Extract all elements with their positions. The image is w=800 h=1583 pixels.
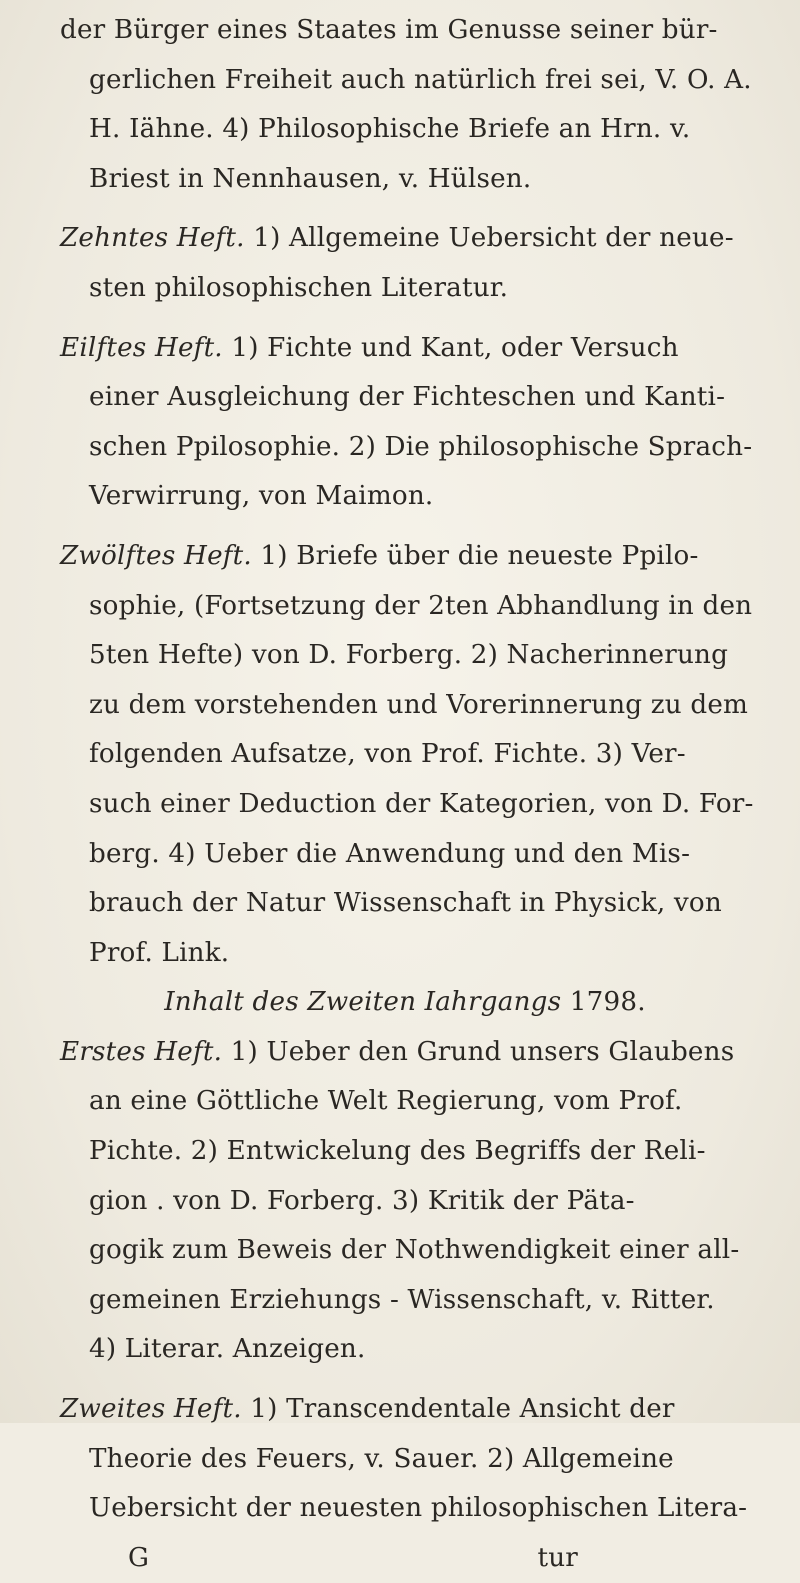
text-line: H. Iähne. 4) Philosophische Briefe an Hrn. v. bbox=[89, 114, 691, 145]
text-line: such einer Deduction der Kategorien, von D. For- bbox=[89, 788, 754, 819]
issue-heading: Erstes Heft. bbox=[60, 1036, 223, 1067]
text-line: Verwirrung, von Maimon. bbox=[89, 481, 434, 512]
text-line: Pichte. 2) Entwickelung des Begriffs der Reli- bbox=[89, 1136, 706, 1167]
text-line: gogik zum Beweis der Nothwendigkeit einer all- bbox=[89, 1235, 740, 1266]
text-line: Theorie des Feuers, v. Sauer. 2) Allgemeine bbox=[89, 1443, 674, 1474]
text-line: 4) Literar. Anzeigen. bbox=[89, 1334, 366, 1365]
entry-zwoelftes-heft: Zwölftes Heft. 1) Briefe über die neueste Ppilo- bbox=[60, 540, 699, 571]
catchword: tur bbox=[537, 1542, 578, 1573]
issue-heading: Zwölftes Heft. bbox=[60, 540, 252, 571]
text-line: Prof. Link. bbox=[89, 937, 230, 968]
text-line: der Bürger eines Staates im Genusse seiner bür- bbox=[60, 15, 718, 45]
text-line: gion . von D. Forberg. 3) Kritik der Päta- bbox=[89, 1185, 635, 1216]
text-line: Uebersicht der neuesten philosophischen Litera- bbox=[89, 1493, 748, 1524]
text-line: sten philosophischen Literatur. bbox=[89, 272, 509, 303]
entry-erstes-heft: Erstes Heft. 1) Ueber den Grund unsers Glaubens bbox=[60, 1036, 735, 1067]
text-line: gemeinen Erziehungs - Wissenschaft, v. Ritter. bbox=[89, 1284, 715, 1315]
text-line: gerlichen Freiheit auch natürlich frei sei, V. O. A. bbox=[89, 64, 752, 95]
text-line: Briest in Nennhausen, v. Hülsen. bbox=[89, 163, 532, 194]
entry-eilftes-heft: Eilftes Heft. 1) Fichte und Kant, oder Versuch bbox=[60, 332, 679, 363]
signature-mark: G bbox=[128, 1542, 150, 1573]
text-line: zu dem vorstehenden und Vorerinnerung zu dem bbox=[89, 689, 749, 720]
text-line: brauch der Natur Wissenschaft in Physick, von bbox=[89, 888, 722, 919]
text-line: schen Ppilosophie. 2) Die philosophische Sprach- bbox=[89, 431, 753, 462]
text-line: folgenden Aufsatze, von Prof. Fichte. 3) Ver- bbox=[89, 739, 686, 770]
text-line: 5ten Hefte) von D. Forberg. 2) Nacherinnerung bbox=[89, 640, 729, 671]
text-line: berg. 4) Ueber die Anwendung und den Mis- bbox=[89, 838, 691, 869]
text-line: an eine Göttliche Welt Regierung, vom Prof. bbox=[89, 1086, 683, 1117]
page-footer bbox=[60, 1534, 750, 1583]
section-heading: Inhalt des Zweiten Iahrgangs 1798. bbox=[164, 987, 646, 1018]
issue-heading: Eilftes Heft. bbox=[60, 332, 223, 363]
issue-heading: Zehntes Heft. bbox=[60, 223, 245, 254]
page-text bbox=[60, 6, 754, 1583]
entry-zehntes-heft: Zehntes Heft. 1) Allgemeine Uebersicht der neue- bbox=[60, 223, 734, 254]
text-line: einer Ausgleichung der Fichteschen und Kanti- bbox=[89, 382, 726, 413]
issue-heading: Zweites Heft. bbox=[60, 1394, 242, 1425]
entry-zweites-heft: Zweites Heft. 1) Transcendentale Ansicht der bbox=[60, 1394, 675, 1425]
text-line: sophie, (Fortsetzung der 2ten Abhandlung in den bbox=[89, 590, 753, 621]
